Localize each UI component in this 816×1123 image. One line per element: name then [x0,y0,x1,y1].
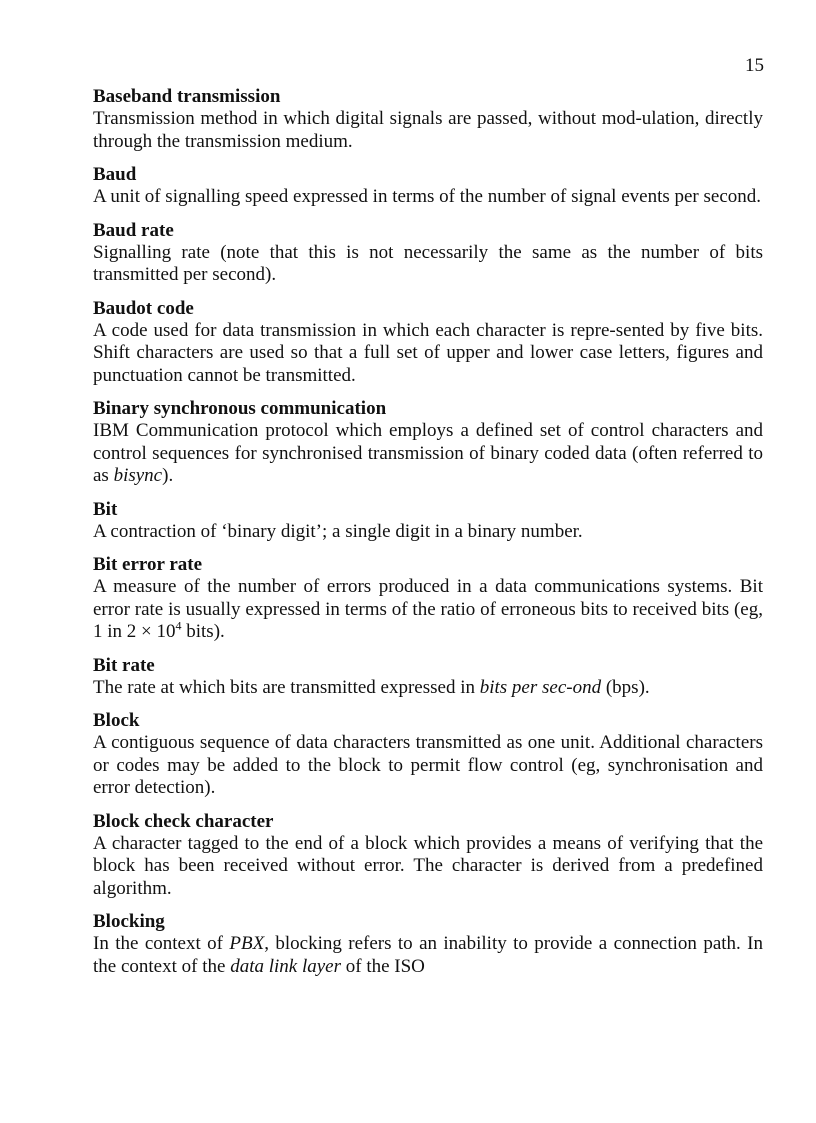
glossary-definition [93,933,763,978]
glossary-definition [93,576,763,644]
glossary-term: Blocking [93,911,165,932]
italic-term: PBX [229,933,265,954]
definition-text: A measure of the number of errors produced in a data communications systems. Bit error rate is usually expressed in terms of the ratio of erroneous bits to received bits (eg, 1 in 2 × 10 [93,576,763,642]
definition-text: The rate at which bits are transmitted expressed in [93,676,480,698]
glossary-entry [93,164,763,209]
glossary-definition [93,242,763,287]
glossary-entry [93,298,763,388]
glossary-definition [93,521,763,544]
definition-text: bits). [181,621,225,642]
glossary-definition [93,833,763,901]
definition-text: A contiguous sequence of data characters transmitted as one unit. Additional characters or codes may be added to the block to permit flow control (eg, synchronisation and error detection). [93,732,763,798]
glossary-term: Bit rate [93,654,155,676]
definition-text: Signalling rate (note that this is not necessarily the same as the number of bits transmitted per second). [93,241,763,285]
italic-term: bisync [113,465,163,486]
definition-text: A contraction of ‘binary digit’; a single digit in a binary number. [93,520,583,542]
definition-text: A unit of signalling speed expressed in terms of the number of signal events per second. [93,186,762,207]
glossary-definition [93,420,763,488]
glossary-definition [93,186,763,209]
glossary-term: Baud rate [93,219,174,241]
glossary-definition [93,108,763,153]
glossary-entry [93,220,763,287]
italic-term: bits per sec-ond [479,676,602,698]
definition-text: (bps). [601,676,650,698]
glossary-definition [93,677,763,700]
glossary-entry [93,655,763,700]
superscript: 4 [175,618,182,633]
glossary-term: Bit error rate [93,554,203,575]
definition-text: In the context of [93,933,230,954]
glossary-definition [93,732,763,800]
glossary-term: Baudot code [93,297,194,319]
glossary-entry [93,710,763,800]
glossary-entry [93,554,763,644]
definition-text: ). [162,465,174,486]
glossary-entry [93,499,763,544]
glossary-entry [93,811,763,901]
italic-term: data link layer [230,955,341,977]
glossary-term: Baud [93,164,137,185]
definition-text: Transmission method in which digital signals are passed, without mod-ulation, directly through the transmission medium. [93,108,763,152]
glossary-entry [93,86,763,153]
definition-text: of the ISO [341,955,425,977]
glossary-term: Baseband transmission [93,86,281,107]
definition-text: IBM Communication protocol which employs a defined set of control characters and control sequences for synchronised transmission of binary coded data (often referred to as [93,420,763,486]
glossary-term: Block [93,710,140,731]
definition-text: A character tagged to the end of a block which provides a means of verifying that the block has been received without error. The character is derived from a predefined algorithm. [93,832,763,899]
glossary-list [93,86,763,989]
page-number: 15 [745,55,764,76]
glossary-term: Block check character [93,810,274,832]
glossary-entry [93,398,763,488]
glossary-entry [93,911,763,978]
definition-text: A code used for data transmission in which each character is repre-sented by five bits. Shift characters are used so that a full set of upper and lower case letters, figures and punctuation cannot be transmitted. [93,319,763,386]
glossary-definition [93,320,763,388]
glossary-term: Bit [93,498,118,520]
glossary-term: Binary synchronous communication [93,398,387,419]
definition-text: , blocking refers to an inability to provide a connection path. In the context of the [93,933,764,977]
